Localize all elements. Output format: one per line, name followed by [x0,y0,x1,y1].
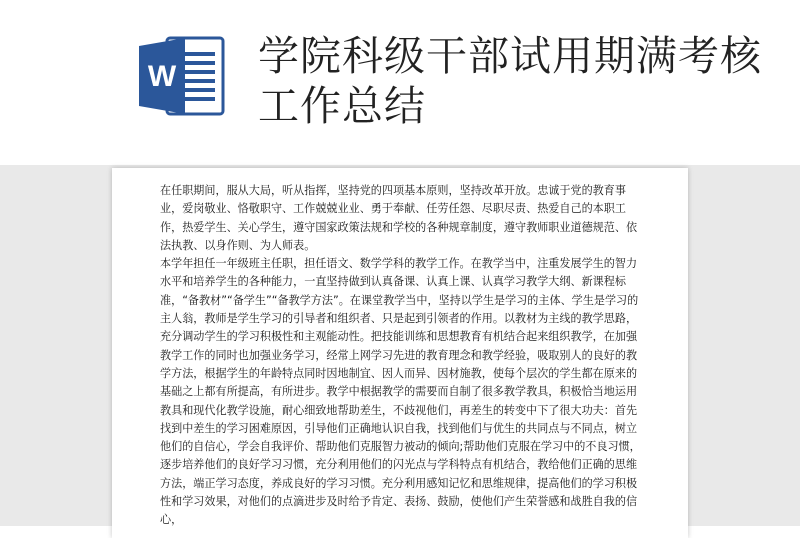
page-title: 学院科级干部试用期满考核工作总结 [258,32,762,130]
document-body [160,182,644,530]
word-icon [135,30,227,122]
paragraph: 在任职期间，服从大局，听从指挥，坚持党的四项基本原则，坚持改革开放。忠诚于党的教育事业，爱岗敬业、恪敬职守、工作兢兢业业、勇于奉献、任劳任怨、尽职尽责、热爱自己的本职工作，热爱学生、关心学生，遵守国家政策法规和学校的各种规章制度，遵守教师职业道德规范、依法执教、以身作则、为人师表。 [160,184,638,252]
paragraph: 本学年担任一年级班主任职，担任语文、数学学科的教学工作。在教学当中，注重发展学生的智力水平和培养学生的各种能力，一直坚持做到认真备课、认真上课、认真学习教学大纲、新课程标准，“备教材”“备学生”“备教学方法”。在课堂教学当中，坚持以学生是学习的主体、学生是学习的主人翁，教师是学生学习的引导者和组织者、只是起到引领者的作用。以教材为主线的教学思路，充分调动学生的学习积极性和主观能动性。把技能训练和思想教育有机结合起来组织教学，在加强教学工作的同时也加强业务学习，经常上网学习先进的教育理念和教学经验，吸取别人的良好的教学方法，根据学生的年龄特点同时因地制宜、因人而异、因材施教，使每个层次的学生都在原来的基础之上都有所提高，有所进步。教学中根据教学的需要而自制了很多教学教具，积极恰当地运用教具和现代化教学设施，耐心细致地帮助差生，不歧视他们，再差生的转变中下了很大功夫：首先找到中差生的学习困难原因，引导他们正确地认识自我，找到他们与优生的共同点与不同点，树立他们的自信心，学会自我评价、帮助他们克服智力被动的倾向;帮助他们克服在学习中的不良习惯，逐步培养他们的良好学习习惯，充分利用他们的闪光点与学科特点有机结合，教给他们正确的思维方法，端正学习态度，养成良好的学习习惯。充分利用感知记忆和思维规律，提高他们的学习积极性和学习效果，对他们的点滴进步及时给予肯定、表扬、鼓励，使他们产生荣誉感和战胜自我的信心， [160,257,641,527]
document-page [112,168,688,538]
header [0,0,800,165]
word-icon-letter: W [147,60,177,93]
